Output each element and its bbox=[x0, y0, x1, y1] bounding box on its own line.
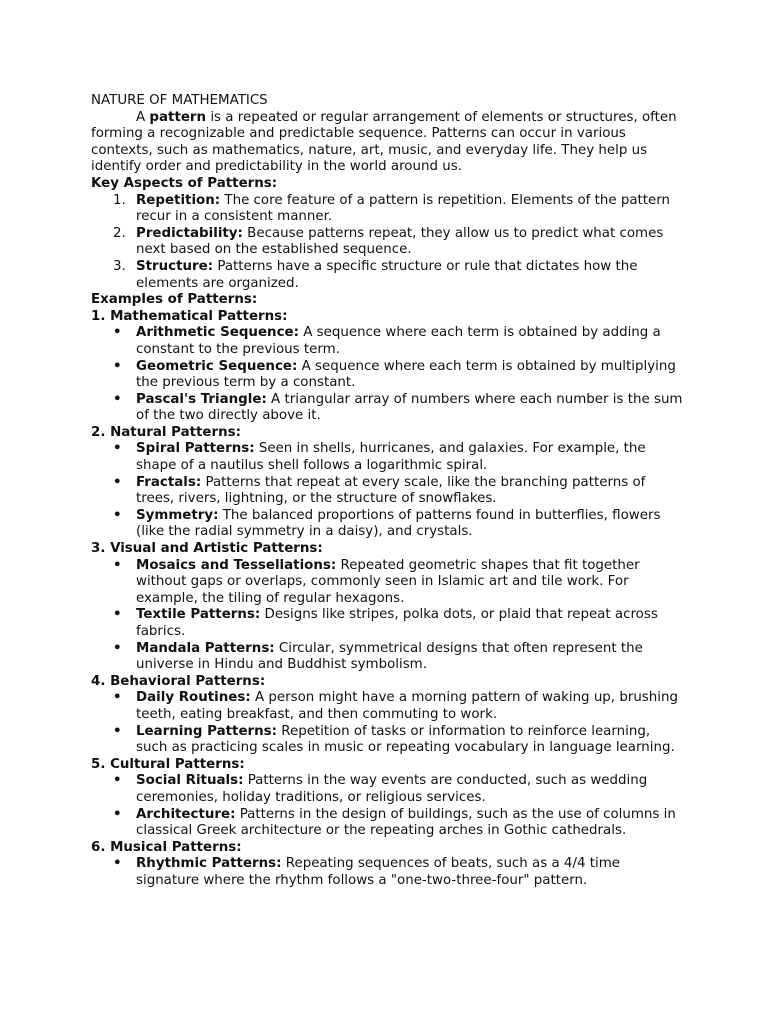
list-item bbox=[113, 640, 683, 674]
list-item bbox=[113, 856, 683, 889]
bullet-icon: • bbox=[113, 773, 122, 789]
item-term: Rhythmic Patterns: bbox=[136, 856, 282, 872]
key-aspects-list bbox=[91, 193, 683, 293]
item-text: A triangular array of numbers where each number is the sum of the two directly above it. bbox=[136, 391, 683, 424]
aspect-text: The core feature of a pattern is repetition. Elements of the pattern recur in a consistent manner. bbox=[136, 192, 671, 225]
bullet-icon: • bbox=[113, 856, 122, 872]
section-heading-cultural: 5. Cultural Patterns: bbox=[91, 756, 245, 772]
item-term: Daily Routines: bbox=[136, 690, 251, 706]
item-term: Spiral Patterns: bbox=[136, 441, 255, 457]
item-term: Learning Patterns: bbox=[136, 723, 277, 739]
item-term: Pascal's Triangle: bbox=[136, 391, 267, 407]
bullet-icon: • bbox=[113, 607, 122, 623]
list-item bbox=[113, 507, 683, 541]
item-term: Mandala Patterns: bbox=[136, 640, 275, 656]
section-heading-behavioral: 4. Behavioral Patterns: bbox=[91, 673, 266, 689]
list-item bbox=[113, 474, 683, 508]
list-number: 1. bbox=[113, 192, 126, 208]
item-term: Symmetry: bbox=[136, 507, 219, 523]
bullet-icon: • bbox=[113, 325, 122, 341]
item-term: Arithmetic Sequence: bbox=[136, 325, 299, 341]
bullet-icon: • bbox=[113, 391, 122, 407]
list-item bbox=[113, 391, 683, 425]
item-text: A sequence where each term is obtained by multiplying the previous term by a constant. bbox=[136, 358, 676, 391]
list-number: 2. bbox=[113, 225, 126, 241]
section-heading-mathematical: 1. Mathematical Patterns: bbox=[91, 308, 288, 324]
section-heading-musical: 6. Musical Patterns: bbox=[91, 839, 242, 855]
item-text: Circular, symmetrical designs that often represent the universe in Hindu and Buddhist symbolism. bbox=[136, 640, 643, 673]
item-text: The balanced proportions of patterns found in butterflies, flowers (like the radial symmetry in a daisy), and crystals. bbox=[136, 507, 661, 540]
aspect-text: Patterns have a specific structure or rule that dictates how the elements are organized. bbox=[136, 258, 638, 291]
intro-paragraph bbox=[91, 110, 683, 176]
intro-text-before: A bbox=[136, 109, 150, 125]
aspect-item-predictability bbox=[113, 225, 683, 259]
item-text: A sequence where each term is obtained by adding a constant to the previous term. bbox=[136, 325, 661, 357]
item-term: Textile Patterns: bbox=[136, 607, 261, 623]
section-list-natural bbox=[91, 441, 683, 541]
list-item bbox=[113, 690, 683, 723]
bullet-icon: • bbox=[113, 474, 122, 490]
examples-heading: Examples of Patterns: bbox=[91, 292, 258, 308]
bullet-icon: • bbox=[113, 640, 122, 656]
item-text: Seen in shells, hurricanes, and galaxies. For example, the shape of a nautilus shell follows a logarithmic spiral. bbox=[136, 441, 646, 474]
bullet-icon: • bbox=[113, 690, 122, 706]
list-item bbox=[113, 607, 683, 640]
bullet-icon: • bbox=[113, 806, 122, 822]
intro-text-after: is a repeated or regular arrangement of elements or structures, often forming a recognizable and predictable sequence. Patterns can occur in various contexts, such as mathematics, nature, art, music, and everyday life. They help us identify order and predictability in the world around us. bbox=[91, 109, 677, 175]
list-item bbox=[113, 773, 683, 806]
item-term: Architecture: bbox=[136, 806, 236, 822]
list-number: 3. bbox=[113, 258, 126, 274]
aspect-term: Structure: bbox=[136, 258, 214, 274]
list-item bbox=[113, 806, 683, 840]
section-heading-visual-artistic: 3. Visual and Artistic Patterns: bbox=[91, 541, 323, 557]
section-heading-natural: 2. Natural Patterns: bbox=[91, 424, 241, 440]
item-text: Patterns in the design of buildings, such as the use of columns in classical Greek architecture or the repeating arches in Gothic cathedrals. bbox=[136, 806, 676, 839]
aspect-term: Repetition: bbox=[136, 192, 221, 208]
item-text: Designs like stripes, polka dots, or plaid that repeat across fabrics. bbox=[136, 607, 658, 639]
section-list-musical bbox=[91, 856, 683, 889]
aspect-term: Predictability: bbox=[136, 225, 243, 241]
key-aspects-heading: Key Aspects of Patterns: bbox=[91, 175, 278, 191]
section-list-mathematical bbox=[91, 325, 683, 425]
item-term: Social Rituals: bbox=[136, 773, 244, 789]
aspect-item-structure bbox=[113, 258, 683, 292]
item-text: Repetition of tasks or information to reinforce learning, such as practicing scales in music or repeating vocabulary in language learning. bbox=[136, 723, 675, 756]
list-item bbox=[113, 723, 683, 757]
document-title: NATURE OF MATHEMATICS bbox=[91, 93, 268, 108]
list-item bbox=[113, 441, 683, 474]
section-list-cultural bbox=[91, 773, 683, 839]
bullet-icon: • bbox=[113, 557, 122, 573]
item-text: Repeated geometric shapes that fit together without gaps or overlaps, commonly seen in Islamic art and tile work. For example, the tiling of regular hexagons. bbox=[136, 557, 640, 606]
item-text: Patterns in the way events are conducted, such as wedding ceremonies, holiday traditions, or religious services. bbox=[136, 773, 648, 805]
aspect-text: Because patterns repeat, they allow us to predict what comes next based on the established sequence. bbox=[136, 225, 664, 258]
item-text: Patterns that repeat at every scale, like the branching patterns of trees, rivers, lightning, or the structure of snowflakes. bbox=[136, 474, 646, 507]
item-text: Repeating sequences of beats, such as a 4/4 time signature where the rhythm follows a "one-two-three-four" pattern. bbox=[136, 856, 620, 888]
list-item bbox=[113, 358, 683, 392]
aspect-item-repetition bbox=[113, 192, 683, 226]
bullet-icon: • bbox=[113, 507, 122, 523]
intro-bold-term: pattern bbox=[149, 109, 207, 125]
bullet-icon: • bbox=[113, 358, 122, 374]
list-item bbox=[113, 325, 683, 358]
section-list-visual-artistic bbox=[91, 558, 683, 674]
item-text: A person might have a morning pattern of waking up, brushing teeth, eating breakfast, and then commuting to work. bbox=[136, 690, 678, 722]
item-term: Fractals: bbox=[136, 474, 202, 490]
bullet-icon: • bbox=[113, 441, 122, 457]
document-body bbox=[91, 93, 683, 890]
bullet-icon: • bbox=[113, 723, 122, 739]
item-term: Geometric Sequence: bbox=[136, 358, 298, 374]
section-list-behavioral bbox=[91, 690, 683, 756]
item-term: Mosaics and Tessellations: bbox=[136, 557, 337, 573]
list-item bbox=[113, 557, 683, 608]
